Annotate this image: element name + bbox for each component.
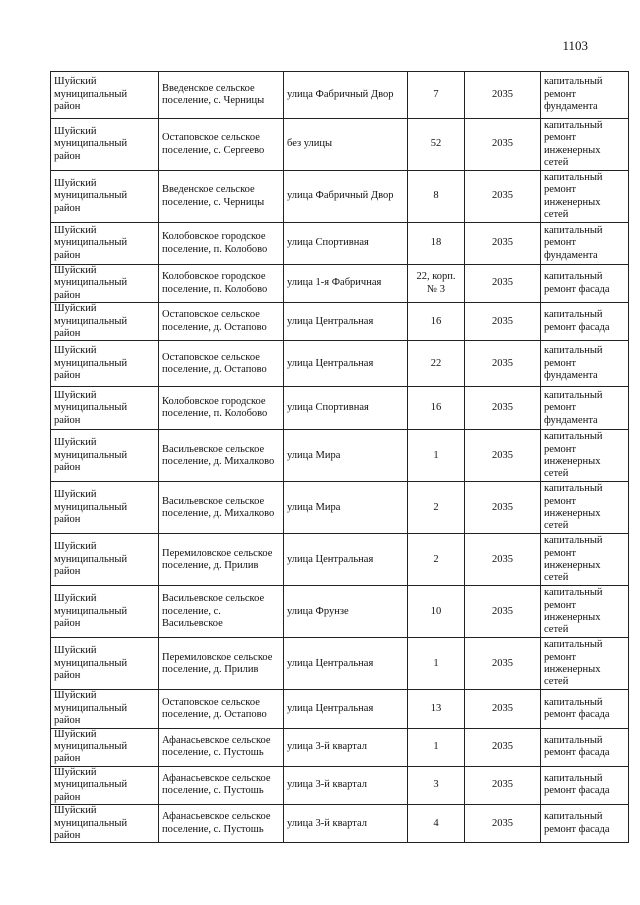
- year-cell: 2035: [465, 119, 541, 171]
- year-cell: 2035: [465, 430, 541, 482]
- table-row: [51, 303, 629, 341]
- work-type-cell: капитальный ремонт инженерных сетей: [541, 119, 629, 171]
- district-cell: Шуйский муниципальный район: [51, 805, 159, 843]
- table-row: [51, 766, 629, 804]
- table-row: [51, 72, 629, 119]
- table-row: [51, 223, 629, 265]
- house-number-cell: 52: [408, 119, 465, 171]
- house-number-cell: 8: [408, 171, 465, 223]
- district-cell: Шуйский муниципальный район: [51, 341, 159, 387]
- house-number-cell: 7: [408, 72, 465, 119]
- district-cell: Шуйский муниципальный район: [51, 766, 159, 804]
- settlement-cell: Васильевское сельское поселение, д. Михалково: [159, 482, 284, 534]
- year-cell: 2035: [465, 766, 541, 804]
- year-cell: 2035: [465, 534, 541, 586]
- settlement-cell: Остаповское сельское поселение, д. Остапово: [159, 690, 284, 728]
- table-row: [51, 805, 629, 843]
- work-type-cell: капитальный ремонт фасада: [541, 690, 629, 728]
- work-type-cell: капитальный ремонт фасада: [541, 766, 629, 804]
- work-type-cell: капитальный ремонт фасада: [541, 265, 629, 303]
- work-type-cell: капитальный ремонт фундамента: [541, 223, 629, 265]
- settlement-cell: Васильевское сельское поселение, с. Васильевское: [159, 586, 284, 638]
- street-cell: улица Центральная: [284, 341, 408, 387]
- settlement-cell: Введенское сельское поселение, с. Черницы: [159, 171, 284, 223]
- street-cell: улица Центральная: [284, 534, 408, 586]
- house-number-cell: 2: [408, 534, 465, 586]
- work-type-cell: капитальный ремонт инженерных сетей: [541, 430, 629, 482]
- street-cell: улица Фрунзе: [284, 586, 408, 638]
- house-number-cell: 13: [408, 690, 465, 728]
- district-cell: Шуйский муниципальный район: [51, 119, 159, 171]
- table-row: [51, 119, 629, 171]
- house-number-cell: 3: [408, 766, 465, 804]
- page-number: 1103: [562, 38, 588, 53]
- table-row: [51, 341, 629, 387]
- house-number-cell: 1: [408, 430, 465, 482]
- table-row: [51, 586, 629, 638]
- year-cell: 2035: [465, 482, 541, 534]
- street-cell: улица Фабричный Двор: [284, 72, 408, 119]
- house-number-cell: 4: [408, 805, 465, 843]
- table-row: [51, 387, 629, 430]
- street-cell: улица Центральная: [284, 303, 408, 341]
- table-body: [51, 72, 629, 843]
- street-cell: улица Спортивная: [284, 387, 408, 430]
- district-cell: Шуйский муниципальный район: [51, 72, 159, 119]
- district-cell: Шуйский муниципальный район: [51, 265, 159, 303]
- year-cell: 2035: [465, 728, 541, 766]
- work-type-cell: капитальный ремонт инженерных сетей: [541, 534, 629, 586]
- house-number-cell: 22: [408, 341, 465, 387]
- settlement-cell: Остаповское сельское поселение, д. Остапово: [159, 303, 284, 341]
- street-cell: улица 3-й квартал: [284, 766, 408, 804]
- work-type-cell: капитальный ремонт фундамента: [541, 387, 629, 430]
- housing-repair-table: [50, 71, 629, 843]
- year-cell: 2035: [465, 171, 541, 223]
- district-cell: Шуйский муниципальный район: [51, 387, 159, 430]
- district-cell: Шуйский муниципальный район: [51, 534, 159, 586]
- settlement-cell: Остаповское сельское поселение, д. Остапово: [159, 341, 284, 387]
- year-cell: 2035: [465, 72, 541, 119]
- district-cell: Шуйский муниципальный район: [51, 482, 159, 534]
- year-cell: 2035: [465, 586, 541, 638]
- house-number-cell: 2: [408, 482, 465, 534]
- house-number-cell: 22, корп. № 3: [408, 265, 465, 303]
- year-cell: 2035: [465, 805, 541, 843]
- table-row: [51, 534, 629, 586]
- district-cell: Шуйский муниципальный район: [51, 638, 159, 690]
- settlement-cell: Афанасьевское сельское поселение, с. Пустошь: [159, 728, 284, 766]
- house-number-cell: 1: [408, 728, 465, 766]
- settlement-cell: Колобовское городское поселение, п. Колобово: [159, 387, 284, 430]
- settlement-cell: Колобовское городское поселение, п. Колобово: [159, 265, 284, 303]
- table-row: [51, 728, 629, 766]
- year-cell: 2035: [465, 341, 541, 387]
- settlement-cell: Перемиловское сельское поселение, д. Прилив: [159, 534, 284, 586]
- settlement-cell: Введенское сельское поселение, с. Черницы: [159, 72, 284, 119]
- table-row: [51, 430, 629, 482]
- district-cell: Шуйский муниципальный район: [51, 303, 159, 341]
- work-type-cell: капитальный ремонт инженерных сетей: [541, 482, 629, 534]
- settlement-cell: Остаповское сельское поселение, с. Сергеево: [159, 119, 284, 171]
- settlement-cell: Колобовское городское поселение, п. Колобово: [159, 223, 284, 265]
- work-type-cell: капитальный ремонт фасада: [541, 805, 629, 843]
- house-number-cell: 16: [408, 303, 465, 341]
- street-cell: улица Мира: [284, 430, 408, 482]
- table-row: [51, 638, 629, 690]
- year-cell: 2035: [465, 303, 541, 341]
- street-cell: улица Спортивная: [284, 223, 408, 265]
- district-cell: Шуйский муниципальный район: [51, 223, 159, 265]
- street-cell: улица Мира: [284, 482, 408, 534]
- street-cell: улица 1-я Фабричная: [284, 265, 408, 303]
- street-cell: без улицы: [284, 119, 408, 171]
- year-cell: 2035: [465, 638, 541, 690]
- settlement-cell: Афанасьевское сельское поселение, с. Пустошь: [159, 805, 284, 843]
- table-row: [51, 690, 629, 728]
- settlement-cell: Перемиловское сельское поселение, д. Прилив: [159, 638, 284, 690]
- work-type-cell: капитальный ремонт инженерных сетей: [541, 586, 629, 638]
- settlement-cell: Афанасьевское сельское поселение, с. Пустошь: [159, 766, 284, 804]
- street-cell: улица 3-й квартал: [284, 805, 408, 843]
- year-cell: 2035: [465, 265, 541, 303]
- work-type-cell: капитальный ремонт фундамента: [541, 341, 629, 387]
- district-cell: Шуйский муниципальный район: [51, 586, 159, 638]
- house-number-cell: 10: [408, 586, 465, 638]
- year-cell: 2035: [465, 223, 541, 265]
- district-cell: Шуйский муниципальный район: [51, 430, 159, 482]
- district-cell: Шуйский муниципальный район: [51, 171, 159, 223]
- work-type-cell: капитальный ремонт фасада: [541, 728, 629, 766]
- district-cell: Шуйский муниципальный район: [51, 690, 159, 728]
- house-number-cell: 16: [408, 387, 465, 430]
- street-cell: улица 3-й квартал: [284, 728, 408, 766]
- street-cell: улица Центральная: [284, 690, 408, 728]
- table-row: [51, 265, 629, 303]
- year-cell: 2035: [465, 690, 541, 728]
- settlement-cell: Васильевское сельское поселение, д. Михалково: [159, 430, 284, 482]
- street-cell: улица Фабричный Двор: [284, 171, 408, 223]
- year-cell: 2035: [465, 387, 541, 430]
- work-type-cell: капитальный ремонт фундамента: [541, 72, 629, 119]
- work-type-cell: капитальный ремонт инженерных сетей: [541, 171, 629, 223]
- work-type-cell: капитальный ремонт инженерных сетей: [541, 638, 629, 690]
- street-cell: улица Центральная: [284, 638, 408, 690]
- house-number-cell: 18: [408, 223, 465, 265]
- district-cell: Шуйский муниципальный район: [51, 728, 159, 766]
- house-number-cell: 1: [408, 638, 465, 690]
- table-row: [51, 171, 629, 223]
- work-type-cell: капитальный ремонт фасада: [541, 303, 629, 341]
- table-row: [51, 482, 629, 534]
